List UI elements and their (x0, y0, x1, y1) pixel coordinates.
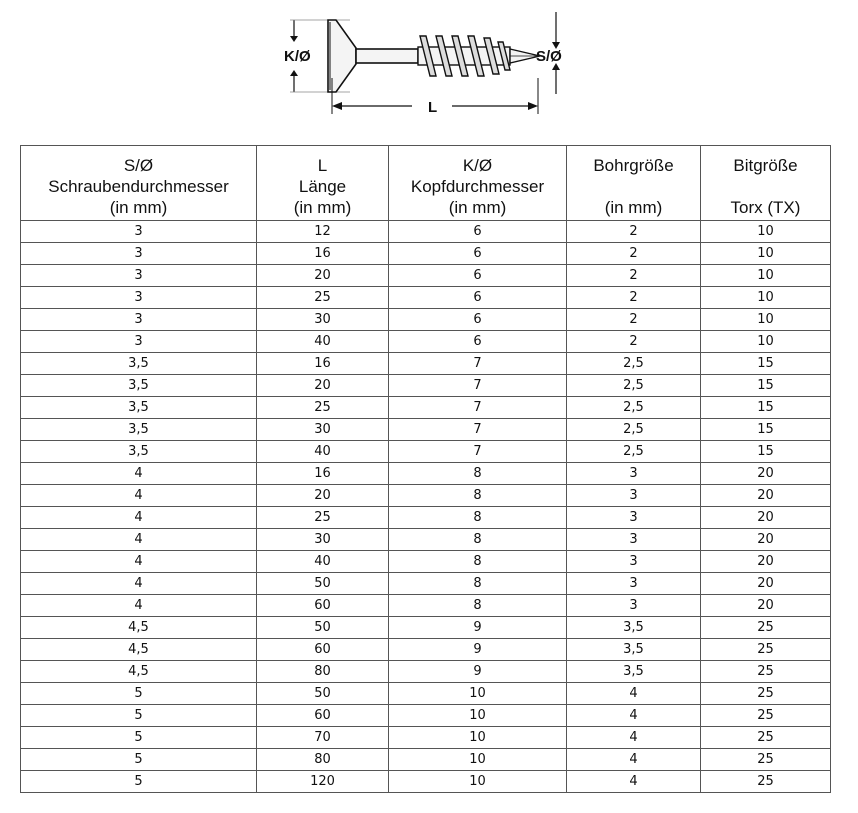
cell-head-diameter: 9 (389, 639, 567, 661)
cell-length: 40 (257, 551, 389, 573)
cell-length: 12 (257, 221, 389, 243)
cell-shank-diameter: 3 (21, 287, 257, 309)
cell-head-diameter: 8 (389, 529, 567, 551)
cell-length: 40 (257, 331, 389, 353)
cell-length: 25 (257, 507, 389, 529)
cell-length: 50 (257, 683, 389, 705)
table-row (21, 749, 831, 771)
cell-length: 30 (257, 419, 389, 441)
cell-bit-size: 15 (701, 441, 831, 463)
cell-length: 80 (257, 661, 389, 683)
length-arrow-right (528, 102, 538, 110)
cell-head-diameter: 10 (389, 683, 567, 705)
table-row (21, 441, 831, 463)
table-row (21, 397, 831, 419)
cell-bit-size: 10 (701, 309, 831, 331)
cell-bit-size: 25 (701, 749, 831, 771)
cell-drill-size: 2,5 (567, 397, 701, 419)
header-length: L Länge (in mm) (257, 146, 389, 221)
cell-head-diameter: 6 (389, 331, 567, 353)
cell-shank-diameter: 4 (21, 463, 257, 485)
table-row (21, 771, 831, 793)
cell-length: 60 (257, 639, 389, 661)
cell-drill-size: 4 (567, 683, 701, 705)
cell-shank-diameter: 5 (21, 771, 257, 793)
cell-shank-diameter: 4,5 (21, 639, 257, 661)
cell-bit-size: 15 (701, 397, 831, 419)
cell-shank-diameter: 4,5 (21, 617, 257, 639)
cell-drill-size: 4 (567, 705, 701, 727)
cell-length: 30 (257, 309, 389, 331)
cell-shank-diameter: 4 (21, 595, 257, 617)
cell-bit-size: 25 (701, 683, 831, 705)
cell-shank-diameter: 5 (21, 683, 257, 705)
table-row (21, 661, 831, 683)
table-row (21, 705, 831, 727)
cell-length: 25 (257, 287, 389, 309)
cell-shank-diameter: 4 (21, 507, 257, 529)
cell-head-diameter: 9 (389, 661, 567, 683)
cell-head-diameter: 7 (389, 375, 567, 397)
table-row (21, 265, 831, 287)
cell-bit-size: 10 (701, 243, 831, 265)
cell-shank-diameter: 3 (21, 243, 257, 265)
table-row (21, 551, 831, 573)
cell-length: 50 (257, 617, 389, 639)
header-bit-size: Bitgröße Torx (TX) (701, 146, 831, 221)
cell-bit-size: 20 (701, 529, 831, 551)
cell-bit-size: 10 (701, 265, 831, 287)
cell-length: 60 (257, 705, 389, 727)
cell-shank-diameter: 3 (21, 221, 257, 243)
cell-shank-diameter: 3,5 (21, 441, 257, 463)
head-dimension-arrow-bottom (290, 70, 298, 76)
length-label: L (428, 99, 438, 116)
cell-drill-size: 4 (567, 771, 701, 793)
cell-bit-size: 20 (701, 595, 831, 617)
cell-drill-size: 3 (567, 595, 701, 617)
cell-drill-size: 2 (567, 265, 701, 287)
cell-bit-size: 20 (701, 573, 831, 595)
cell-shank-diameter: 4,5 (21, 661, 257, 683)
cell-bit-size: 25 (701, 661, 831, 683)
cell-head-diameter: 8 (389, 551, 567, 573)
table-row (21, 419, 831, 441)
cell-drill-size: 2 (567, 309, 701, 331)
cell-length: 16 (257, 463, 389, 485)
cell-shank-diameter: 5 (21, 705, 257, 727)
cell-shank-diameter: 3,5 (21, 397, 257, 419)
cell-head-diameter: 8 (389, 485, 567, 507)
table-row (21, 639, 831, 661)
cell-head-diameter: 10 (389, 749, 567, 771)
cell-drill-size: 3 (567, 485, 701, 507)
cell-head-diameter: 7 (389, 353, 567, 375)
cell-head-diameter: 10 (389, 727, 567, 749)
cell-shank-diameter: 3,5 (21, 375, 257, 397)
cell-length: 60 (257, 595, 389, 617)
cell-bit-size: 20 (701, 485, 831, 507)
cell-head-diameter: 6 (389, 243, 567, 265)
cell-shank-diameter: 5 (21, 727, 257, 749)
cell-drill-size: 2 (567, 331, 701, 353)
cell-drill-size: 4 (567, 749, 701, 771)
cell-shank-diameter: 3 (21, 265, 257, 287)
cell-bit-size: 15 (701, 419, 831, 441)
cell-head-diameter: 8 (389, 463, 567, 485)
cell-shank-diameter: 3,5 (21, 419, 257, 441)
cell-shank-diameter: 3 (21, 309, 257, 331)
cell-bit-size: 25 (701, 727, 831, 749)
cell-length: 40 (257, 441, 389, 463)
cell-head-diameter: 7 (389, 419, 567, 441)
cell-drill-size: 2,5 (567, 353, 701, 375)
cell-head-diameter: 10 (389, 771, 567, 793)
table-row (21, 507, 831, 529)
cell-length: 25 (257, 397, 389, 419)
table-row (21, 309, 831, 331)
header-head-diameter: K/Ø Kopfdurchmesser (in mm) (389, 146, 567, 221)
cell-length: 70 (257, 727, 389, 749)
cell-length: 30 (257, 529, 389, 551)
head-diameter-label: K/Ø (284, 48, 311, 65)
cell-drill-size: 4 (567, 727, 701, 749)
cell-head-diameter: 6 (389, 221, 567, 243)
shank-diameter-label: S/Ø (536, 48, 562, 65)
cell-drill-size: 3,5 (567, 639, 701, 661)
screw-shank (356, 49, 418, 63)
cell-drill-size: 3,5 (567, 661, 701, 683)
table-row (21, 375, 831, 397)
table-row (21, 485, 831, 507)
cell-drill-size: 2 (567, 243, 701, 265)
cell-shank-diameter: 4 (21, 551, 257, 573)
screw-thread (418, 36, 510, 76)
table-row (21, 287, 831, 309)
screw-specification-table (20, 145, 831, 793)
cell-head-diameter: 8 (389, 507, 567, 529)
cell-head-diameter: 6 (389, 265, 567, 287)
cell-shank-diameter: 4 (21, 529, 257, 551)
cell-head-diameter: 7 (389, 397, 567, 419)
cell-head-diameter: 8 (389, 595, 567, 617)
header-shank-diameter: S/Ø Schraubendurchmesser (in mm) (21, 146, 257, 221)
cell-bit-size: 20 (701, 463, 831, 485)
cell-drill-size: 3 (567, 551, 701, 573)
cell-length: 120 (257, 771, 389, 793)
head-dimension-arrow-top (290, 36, 298, 42)
table-row (21, 243, 831, 265)
header-drill-size: Bohrgröße (in mm) (567, 146, 701, 221)
cell-head-diameter: 6 (389, 309, 567, 331)
cell-head-diameter: 8 (389, 573, 567, 595)
cell-drill-size: 2,5 (567, 419, 701, 441)
cell-head-diameter: 7 (389, 441, 567, 463)
cell-length: 50 (257, 573, 389, 595)
cell-length: 20 (257, 485, 389, 507)
table-row (21, 463, 831, 485)
table-row (21, 617, 831, 639)
cell-bit-size: 25 (701, 639, 831, 661)
table-body (21, 221, 831, 793)
cell-head-diameter: 9 (389, 617, 567, 639)
cell-drill-size: 3,5 (567, 617, 701, 639)
cell-bit-size: 25 (701, 771, 831, 793)
table-row (21, 727, 831, 749)
cell-drill-size: 3 (567, 573, 701, 595)
table-row (21, 595, 831, 617)
table-row (21, 221, 831, 243)
cell-bit-size: 10 (701, 287, 831, 309)
cell-bit-size: 25 (701, 705, 831, 727)
cell-bit-size: 10 (701, 331, 831, 353)
cell-bit-size: 20 (701, 507, 831, 529)
cell-shank-diameter: 4 (21, 485, 257, 507)
cell-drill-size: 2,5 (567, 375, 701, 397)
cell-shank-diameter: 5 (21, 749, 257, 771)
cell-bit-size: 25 (701, 617, 831, 639)
screw-dimension-diagram (270, 6, 590, 118)
cell-shank-diameter: 3 (21, 331, 257, 353)
cell-shank-diameter: 4 (21, 573, 257, 595)
table-row (21, 353, 831, 375)
cell-bit-size: 20 (701, 551, 831, 573)
length-arrow-left (332, 102, 342, 110)
cell-drill-size: 2 (567, 221, 701, 243)
cell-head-diameter: 10 (389, 705, 567, 727)
table-row (21, 573, 831, 595)
cell-length: 20 (257, 265, 389, 287)
cell-drill-size: 3 (567, 463, 701, 485)
table-row (21, 529, 831, 551)
cell-drill-size: 3 (567, 529, 701, 551)
cell-bit-size: 15 (701, 353, 831, 375)
cell-shank-diameter: 3,5 (21, 353, 257, 375)
cell-drill-size: 2,5 (567, 441, 701, 463)
cell-length: 16 (257, 353, 389, 375)
cell-length: 80 (257, 749, 389, 771)
table-row (21, 683, 831, 705)
table-row (21, 331, 831, 353)
cell-length: 16 (257, 243, 389, 265)
cell-length: 20 (257, 375, 389, 397)
cell-drill-size: 2 (567, 287, 701, 309)
cell-head-diameter: 6 (389, 287, 567, 309)
cell-bit-size: 10 (701, 221, 831, 243)
cell-drill-size: 3 (567, 507, 701, 529)
table-header-row (21, 146, 831, 221)
cell-bit-size: 15 (701, 375, 831, 397)
